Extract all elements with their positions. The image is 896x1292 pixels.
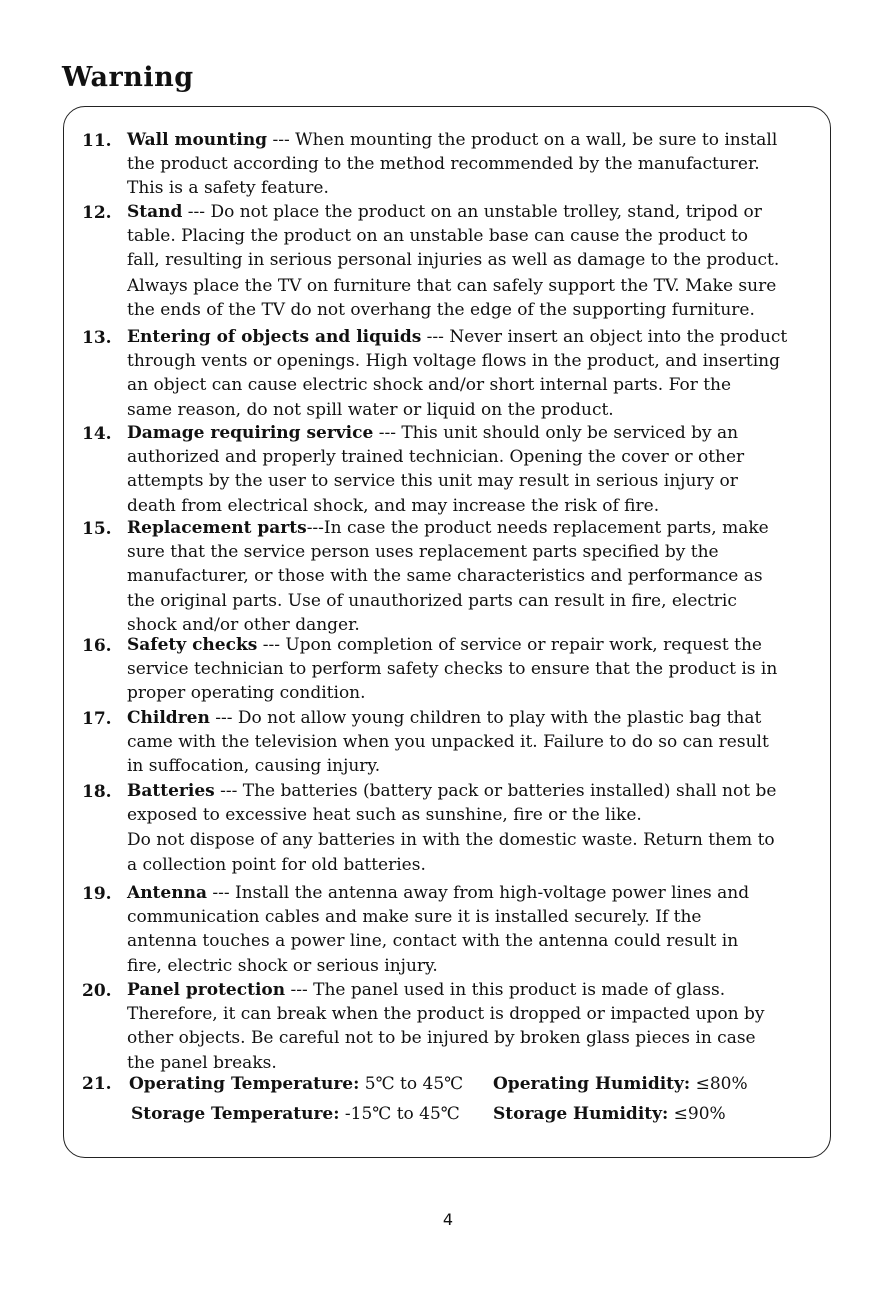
item-line-text: the product according to the method recommended by the manufacturer. [127,154,760,175]
item-line-text: --- When mounting the product on a wall, be sure to install [267,130,778,150]
item-line-text: in suffocation, causing injury. [127,756,381,777]
item-line-text: table. Placing the product on an unstable base can cause the product to [127,226,749,247]
item-line-text: the original parts. Use of unauthorized parts can result in fire, electric [127,590,737,611]
item-text [127,706,815,779]
item-line [127,681,815,705]
item-line [127,540,815,564]
item-line [127,398,815,422]
item-line [127,248,815,272]
item-line-text: the ends of the TV do not overhang the edge of the supporting furniture. [127,299,755,320]
storage-humidity-value: ≤90% [668,1104,726,1124]
operating-humidity-label: Operating Humidity: [493,1074,691,1094]
item-title: Safety checks [127,635,258,655]
item-line-text: authorized and properly trained technician. Opening the cover or other [127,447,745,468]
item-line [127,881,815,905]
item-line [127,1026,815,1050]
item-text [127,421,815,518]
item-line [127,421,815,445]
item-line-text: the panel breaks. [127,1052,277,1073]
item-line-text: fall, resulting in serious personal injuries as well as damage to the product. [127,250,780,271]
item-title: Wall mounting [127,130,268,150]
item-number: 13. [82,328,112,348]
item-text [127,978,815,1075]
item-line [127,730,815,754]
item-line-text: --- Install the antenna away from high-voltage power lines and [206,883,750,903]
item-line [127,978,815,1002]
item-line-text: sure that the service person uses replacement parts specified by the [127,542,719,563]
storage-temperature-value: -15℃ to 45℃ [339,1104,460,1124]
item-line-text: same reason, do not spill water or liquid on the product. [127,399,614,420]
item-line-text: shock and/or other danger. [127,614,360,635]
item-text [127,128,815,201]
operating-humidity [493,1074,748,1094]
item-line [127,633,815,657]
item-line-text: came with the television when you unpacked it. Failure to do so can result [127,732,769,753]
item-title: Panel protection [127,980,286,1000]
item-number: 20. [82,981,112,1001]
item-title: Stand [127,202,183,222]
item-line [127,128,815,152]
item-line [127,706,815,730]
item-line-text: Therefore, it can break when the product is dropped or impacted upon by [127,1004,765,1025]
item-line-text: exposed to excessive heat such as sunshine, fire or the like. [127,805,642,826]
item-line-text: service technician to perform safety checks to ensure that the product is in [127,659,778,680]
item-line-text: through vents or openings. High voltage flows in the product, and inserting [127,351,780,372]
item-line [127,224,815,248]
item-line-text: attempts by the user to service this unit may result in serious injury or [127,471,738,492]
item-title: Replacement parts [127,518,307,538]
item-line [127,1002,815,1026]
item-line-text: --- The batteries (battery pack or batteries installed) shall not be [214,781,777,801]
item-text [127,633,815,706]
item-line [127,469,815,493]
item-title: Damage requiring service [127,423,374,443]
item-text [127,881,815,978]
item-line [127,779,815,803]
item-line-text: --- Do not allow young children to play with the plastic bag that [209,708,762,728]
operating-temperature [129,1074,463,1094]
item-line [127,803,815,827]
item-line-text: Do not dispose of any batteries in with the domestic waste. Return them to [127,830,775,851]
item-line [127,176,815,200]
item-line [127,564,815,588]
item-text [127,779,815,877]
item-line [127,325,815,349]
storage-humidity [493,1104,726,1124]
item-line-text: death from electrical shock, and may increase the risk of fire. [127,495,660,516]
item-title: Children [127,708,210,728]
item-line-text: Always place the TV on furniture that can safely support the TV. Make sure [127,275,777,296]
operating-temperature-value: 5℃ to 45℃ [359,1074,464,1094]
page-number: 4 [442,1210,454,1229]
item-line [127,274,815,298]
item-title: Antenna [127,883,207,903]
item-line-text: --- Never insert an object into the product [421,327,788,347]
item-text [127,200,815,322]
item-number: 21. [82,1074,112,1094]
storage-temperature-label: Storage Temperature: [131,1104,340,1124]
item-line-text: --- Upon completion of service or repair work, request the [257,635,762,655]
item-line [127,657,815,681]
page-heading: Warning [62,62,194,93]
item-line-text: --- Do not place the product on an unstable trolley, stand, tripod or [182,202,762,222]
item-line [127,929,815,953]
item-line [127,373,815,397]
item-line [127,516,815,540]
item-title: Batteries [127,781,215,801]
item-number: 15. [82,519,112,539]
item-line-text: --- The panel used in this product is made of glass. [285,980,726,1000]
item-line [127,853,815,877]
item-line-text: antenna touches a power line, contact with the antenna could result in [127,931,739,952]
item-line [127,349,815,373]
item-line [127,445,815,469]
item-line [127,152,815,176]
item-number: 16. [82,636,112,656]
item-line [127,298,815,322]
item-line [127,954,815,978]
item-line-text: ---In case the product needs replacement parts, make [306,518,769,538]
item-line [127,589,815,613]
item-number: 11. [82,131,112,151]
item-line-text: This is a safety feature. [127,178,329,199]
item-number: 18. [82,782,112,802]
item-line [127,200,815,224]
item-title: Entering of objects and liquids [127,327,422,347]
item-text [127,325,815,422]
storage-temperature [131,1104,460,1124]
item-number: 19. [82,884,112,904]
item-line [127,828,815,852]
item-number: 17. [82,709,112,729]
item-line-text: a collection point for old batteries. [127,854,426,875]
item-text [127,516,815,637]
item-line [127,905,815,929]
item-line-text: proper operating condition. [127,683,366,704]
item-line-text: an object can cause electric shock and/or short internal parts. For the [127,375,732,396]
operating-temperature-label: Operating Temperature: [129,1074,360,1094]
item-line-text: other objects. Be careful not to be injured by broken glass pieces in case [127,1028,756,1049]
operating-humidity-value: ≤80% [690,1074,748,1094]
item-line [127,494,815,518]
item-line [127,1051,815,1075]
item-line-text: --- This unit should only be serviced by an [373,423,739,443]
item-line-text: fire, electric shock or serious injury. [127,955,438,976]
item-number: 14. [82,424,112,444]
storage-humidity-label: Storage Humidity: [493,1104,669,1124]
item-line-text: communication cables and make sure it is installed securely. If the [127,907,702,928]
item-number: 12. [82,203,112,223]
item-line [127,754,815,778]
item-line-text: manufacturer, or those with the same characteristics and performance as [127,566,763,587]
